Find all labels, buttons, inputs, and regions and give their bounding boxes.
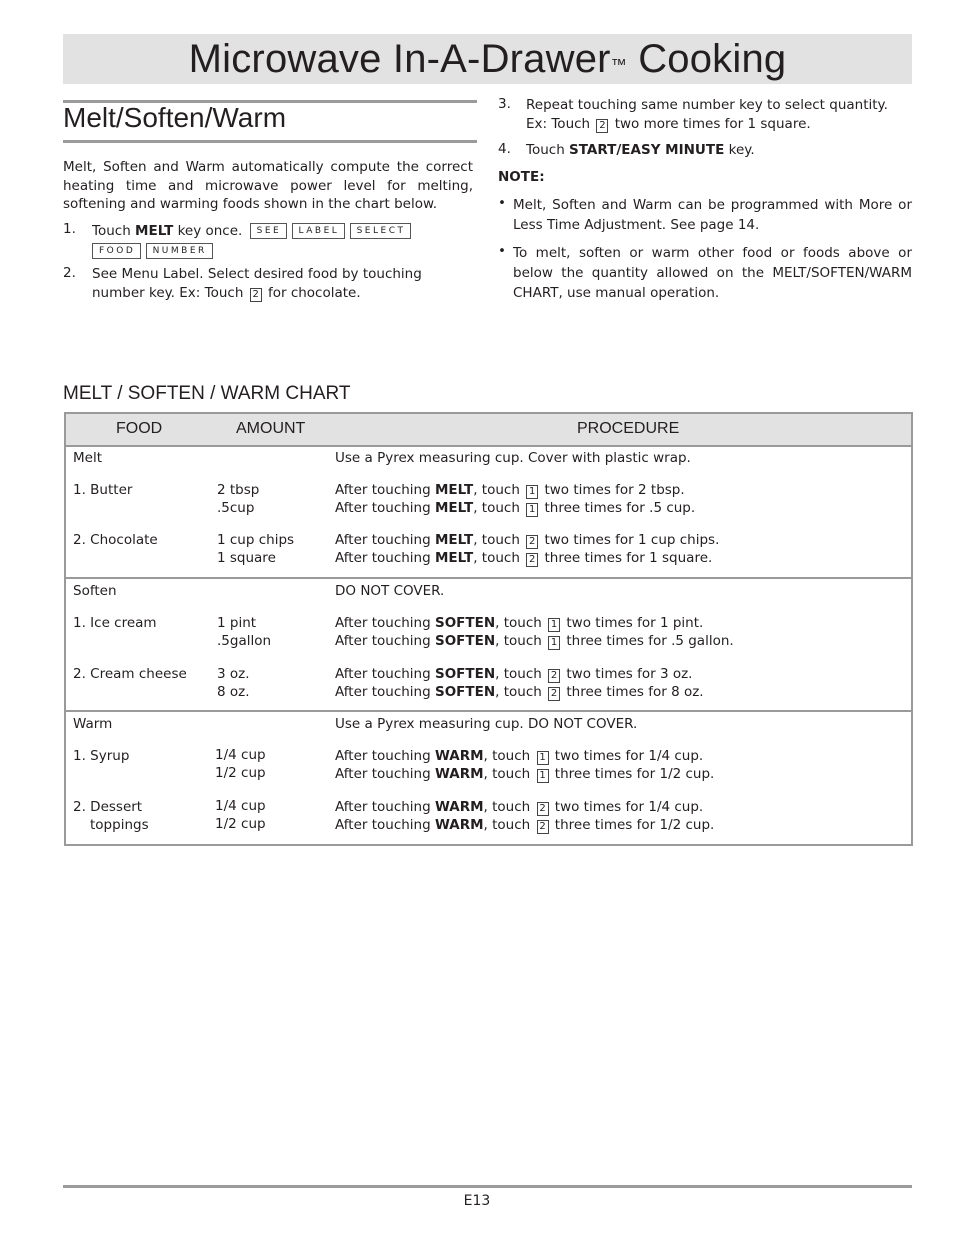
header-food: FOOD (116, 420, 163, 437)
group-name-soften: Soften (73, 583, 117, 599)
amount-cell: 2 tbsp .5cup (217, 482, 260, 516)
table-header-row (66, 414, 911, 447)
see-key: SEE (250, 223, 288, 239)
digit-key-1: 1 (548, 618, 560, 632)
digit-key-1: 1 (526, 503, 538, 517)
page-title: Microwave In-A-Drawer™ Cooking (188, 37, 787, 81)
food-key: FOOD (92, 243, 141, 259)
group-note-warm: Use a Pyrex measuring cup. DO NOT COVER. (335, 716, 638, 732)
digit-key-2: 2 (548, 687, 560, 701)
label-key: LABEL (292, 223, 346, 239)
digit-key-2: 2 (526, 535, 538, 549)
food-dessert-toppings: 2. Dessert toppings (73, 799, 149, 833)
procedure-cell: After touching WARM, touch 2 two times for 1/4 cup. After touching WARM, touch 2 three times for 1/2 cup. (335, 799, 715, 833)
note-1: Melt, Soften and Warm can be programmed with More or Less Time Adjustment. See page 14. (513, 197, 912, 233)
digit-key-2: 2 (537, 820, 549, 834)
procedure-cell: After touching MELT, touch 1 two times for 2 tbsp. After touching MELT, touch 1 three times for .5 cup. (335, 482, 696, 516)
header-amount: AMOUNT (236, 420, 306, 437)
group-note-soften: DO NOT COVER. (335, 583, 445, 599)
step-3: Repeat touching same number key to select quantity. Ex: Touch 2 two more times for 1 square. (526, 97, 888, 132)
note-label: NOTE: (498, 169, 545, 185)
step-4: Touch START/EASY MINUTE key. (526, 142, 755, 158)
number-key: NUMBER (146, 243, 213, 259)
group-name-warm: Warm (73, 716, 113, 732)
select-key: SELECT (350, 223, 412, 239)
digit-key-1: 1 (526, 485, 538, 499)
digit-key-2: 2 (596, 119, 608, 133)
food-ice-cream: 1. Ice cream (73, 615, 157, 631)
amount-cell: 1 pint .5gallon (217, 615, 272, 649)
group-separator (66, 577, 911, 579)
note-2: To melt, soften or warm other food or foods above or below the quantity allowed on the MELT/SOFTEN/WARM CHART, use manual operation. (513, 245, 912, 301)
note-1-bullet: • (498, 195, 506, 211)
procedure-cell: After touching SOFTEN, touch 2 two times for 3 oz. After touching SOFTEN, touch 2 three times for 8 oz. (335, 666, 704, 700)
step-3-number: 3. (498, 96, 511, 112)
section-title: Melt/Soften/Warm (63, 102, 287, 133)
food-syrup: 1. Syrup (73, 748, 130, 764)
intro-paragraph: Melt, Soften and Warm automatically compute the correct heating time and microwave power level for melting, softening and warming foods shown in the chart below. (63, 159, 473, 212)
digit-key-2: 2 (537, 802, 549, 816)
step-2-number: 2. (63, 265, 76, 281)
group-separator (66, 710, 911, 712)
procedure-cell: After touching WARM, touch 1 two times for 1/4 cup. After touching WARM, touch 1 three times for 1/2 cup. (335, 748, 715, 782)
amount-cell: 1 cup chips 1 square (217, 532, 295, 566)
page-number: E13 (463, 1193, 491, 1209)
digit-key-1: 1 (537, 751, 549, 765)
amount-cell: 1/4 cup 1/2 cup (215, 747, 266, 781)
header-procedure: PROCEDURE (577, 420, 680, 437)
section-rule-bottom (63, 140, 477, 143)
digit-key-1: 1 (548, 636, 560, 650)
food-butter: 1. Butter (73, 482, 133, 498)
melt-soften-warm-table (64, 412, 913, 846)
page-banner (63, 34, 912, 84)
amount-cell: 3 oz. 8 oz. (217, 666, 250, 700)
step-2: See Menu Label. Select desired food by touching number key. Ex: Touch 2 for chocolate. (92, 266, 422, 301)
step-1-number: 1. (63, 221, 76, 237)
digit-key-1: 1 (537, 769, 549, 783)
group-note-melt: Use a Pyrex measuring cup. Cover with plastic wrap. (335, 450, 691, 466)
digit-key-2: 2 (548, 669, 560, 683)
start-easy-minute-key-label: START/EASY MINUTE (569, 142, 725, 158)
procedure-cell: After touching MELT, touch 2 two times for 1 cup chips. After touching MELT, touch 2 three times for 1 square. (335, 532, 720, 566)
digit-key-2: 2 (250, 288, 262, 302)
step-4-number: 4. (498, 141, 511, 157)
chart-title: MELT / SOFTEN / WARM CHART (63, 383, 351, 404)
procedure-cell: After touching SOFTEN, touch 1 two times for 1 pint. After touching SOFTEN, touch 1 three times for .5 gallon. (335, 615, 734, 649)
digit-key-2: 2 (526, 553, 538, 567)
food-cream-cheese: 2. Cream cheese (73, 666, 187, 682)
note-2-bullet: • (498, 243, 506, 259)
step-1: Touch MELT key once. SEE LABEL SELECT FOOD NUMBER (92, 221, 472, 261)
group-name-melt: Melt (73, 450, 102, 466)
amount-cell: 1/4 cup 1/2 cup (215, 798, 266, 832)
food-chocolate: 2. Chocolate (73, 532, 158, 548)
footer-rule (63, 1185, 912, 1188)
trademark-symbol: ™ (610, 57, 627, 74)
melt-key-label: MELT (135, 223, 174, 239)
